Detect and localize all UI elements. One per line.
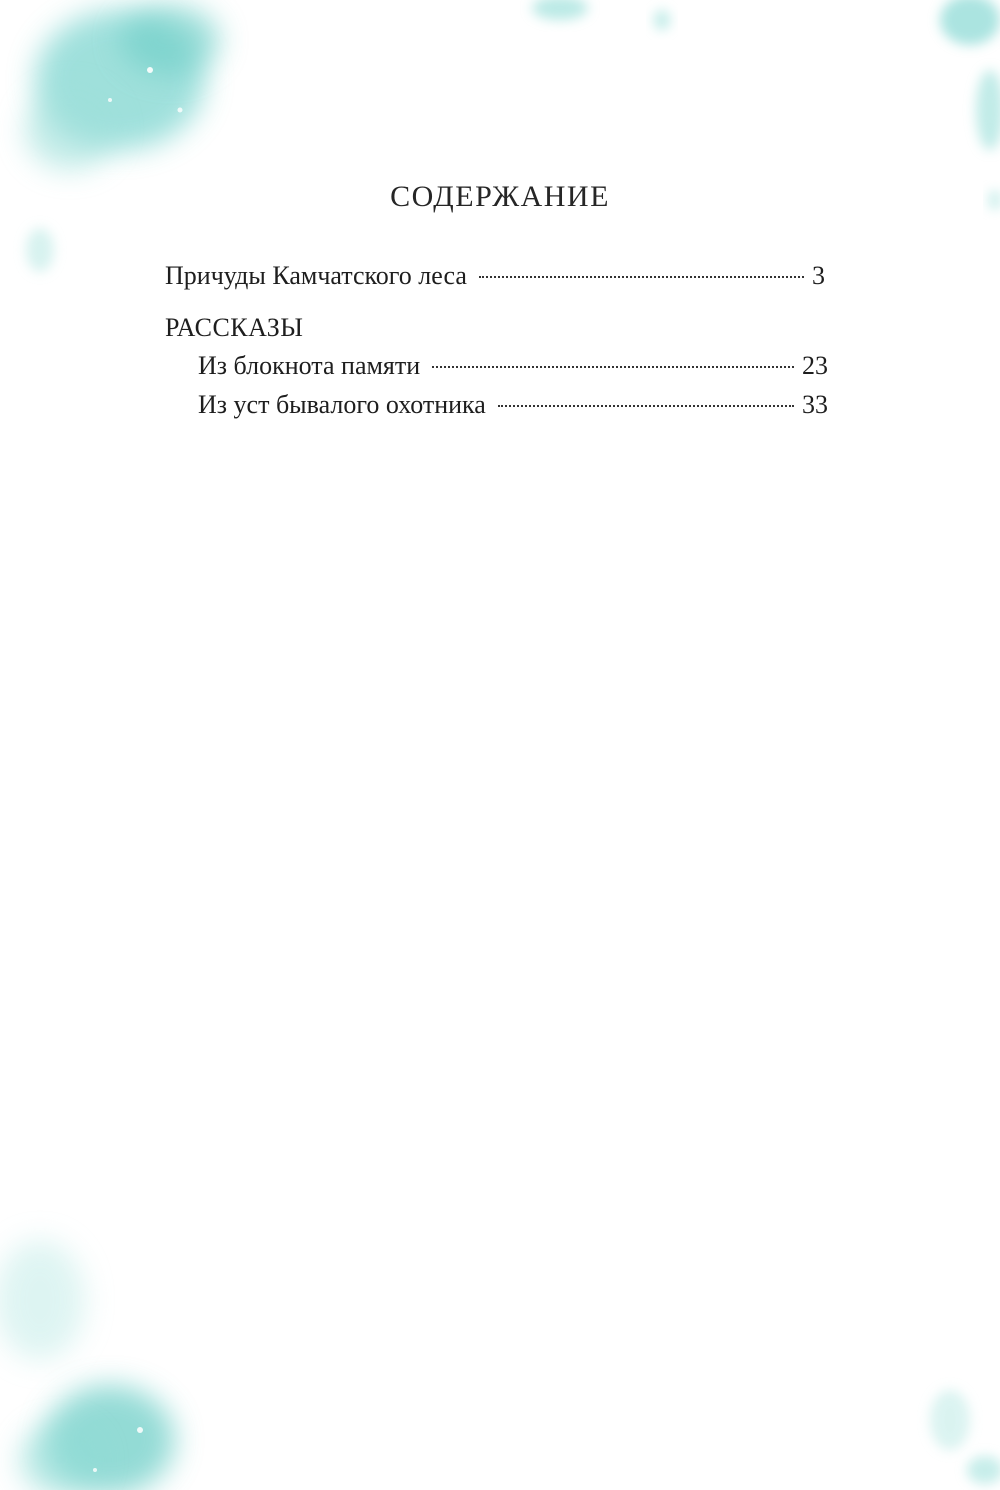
toc-entry-title: Причуды Камчатского леса bbox=[165, 261, 467, 290]
toc-entry[interactable] bbox=[198, 349, 828, 383]
dot-leader bbox=[432, 366, 794, 368]
toc-entry-page: 23 bbox=[802, 351, 828, 380]
toc-entry[interactable] bbox=[165, 259, 825, 293]
watercolor-splash-top-right bbox=[940, 0, 1000, 210]
toc-section-heading: РАССКАЗЫ bbox=[165, 313, 304, 342]
watercolor-splash-top-left bbox=[25, 5, 220, 272]
watercolor-splash-top-center bbox=[532, 0, 670, 30]
toc-entry[interactable] bbox=[198, 388, 828, 422]
watercolor-splash-bottom-left bbox=[0, 1240, 175, 1490]
watercolor-splash-bottom-right bbox=[930, 1390, 1000, 1484]
toc-entry-page: 33 bbox=[802, 390, 828, 419]
page-title: СОДЕРЖАНИЕ bbox=[390, 180, 610, 213]
dot-leader bbox=[498, 405, 794, 407]
toc-entry-page: 3 bbox=[812, 261, 825, 290]
toc-entry-title: Из блокнота памяти bbox=[198, 351, 421, 380]
dot-leader bbox=[479, 276, 804, 278]
toc-entry-title: Из уст бывалого охотника bbox=[198, 390, 486, 419]
